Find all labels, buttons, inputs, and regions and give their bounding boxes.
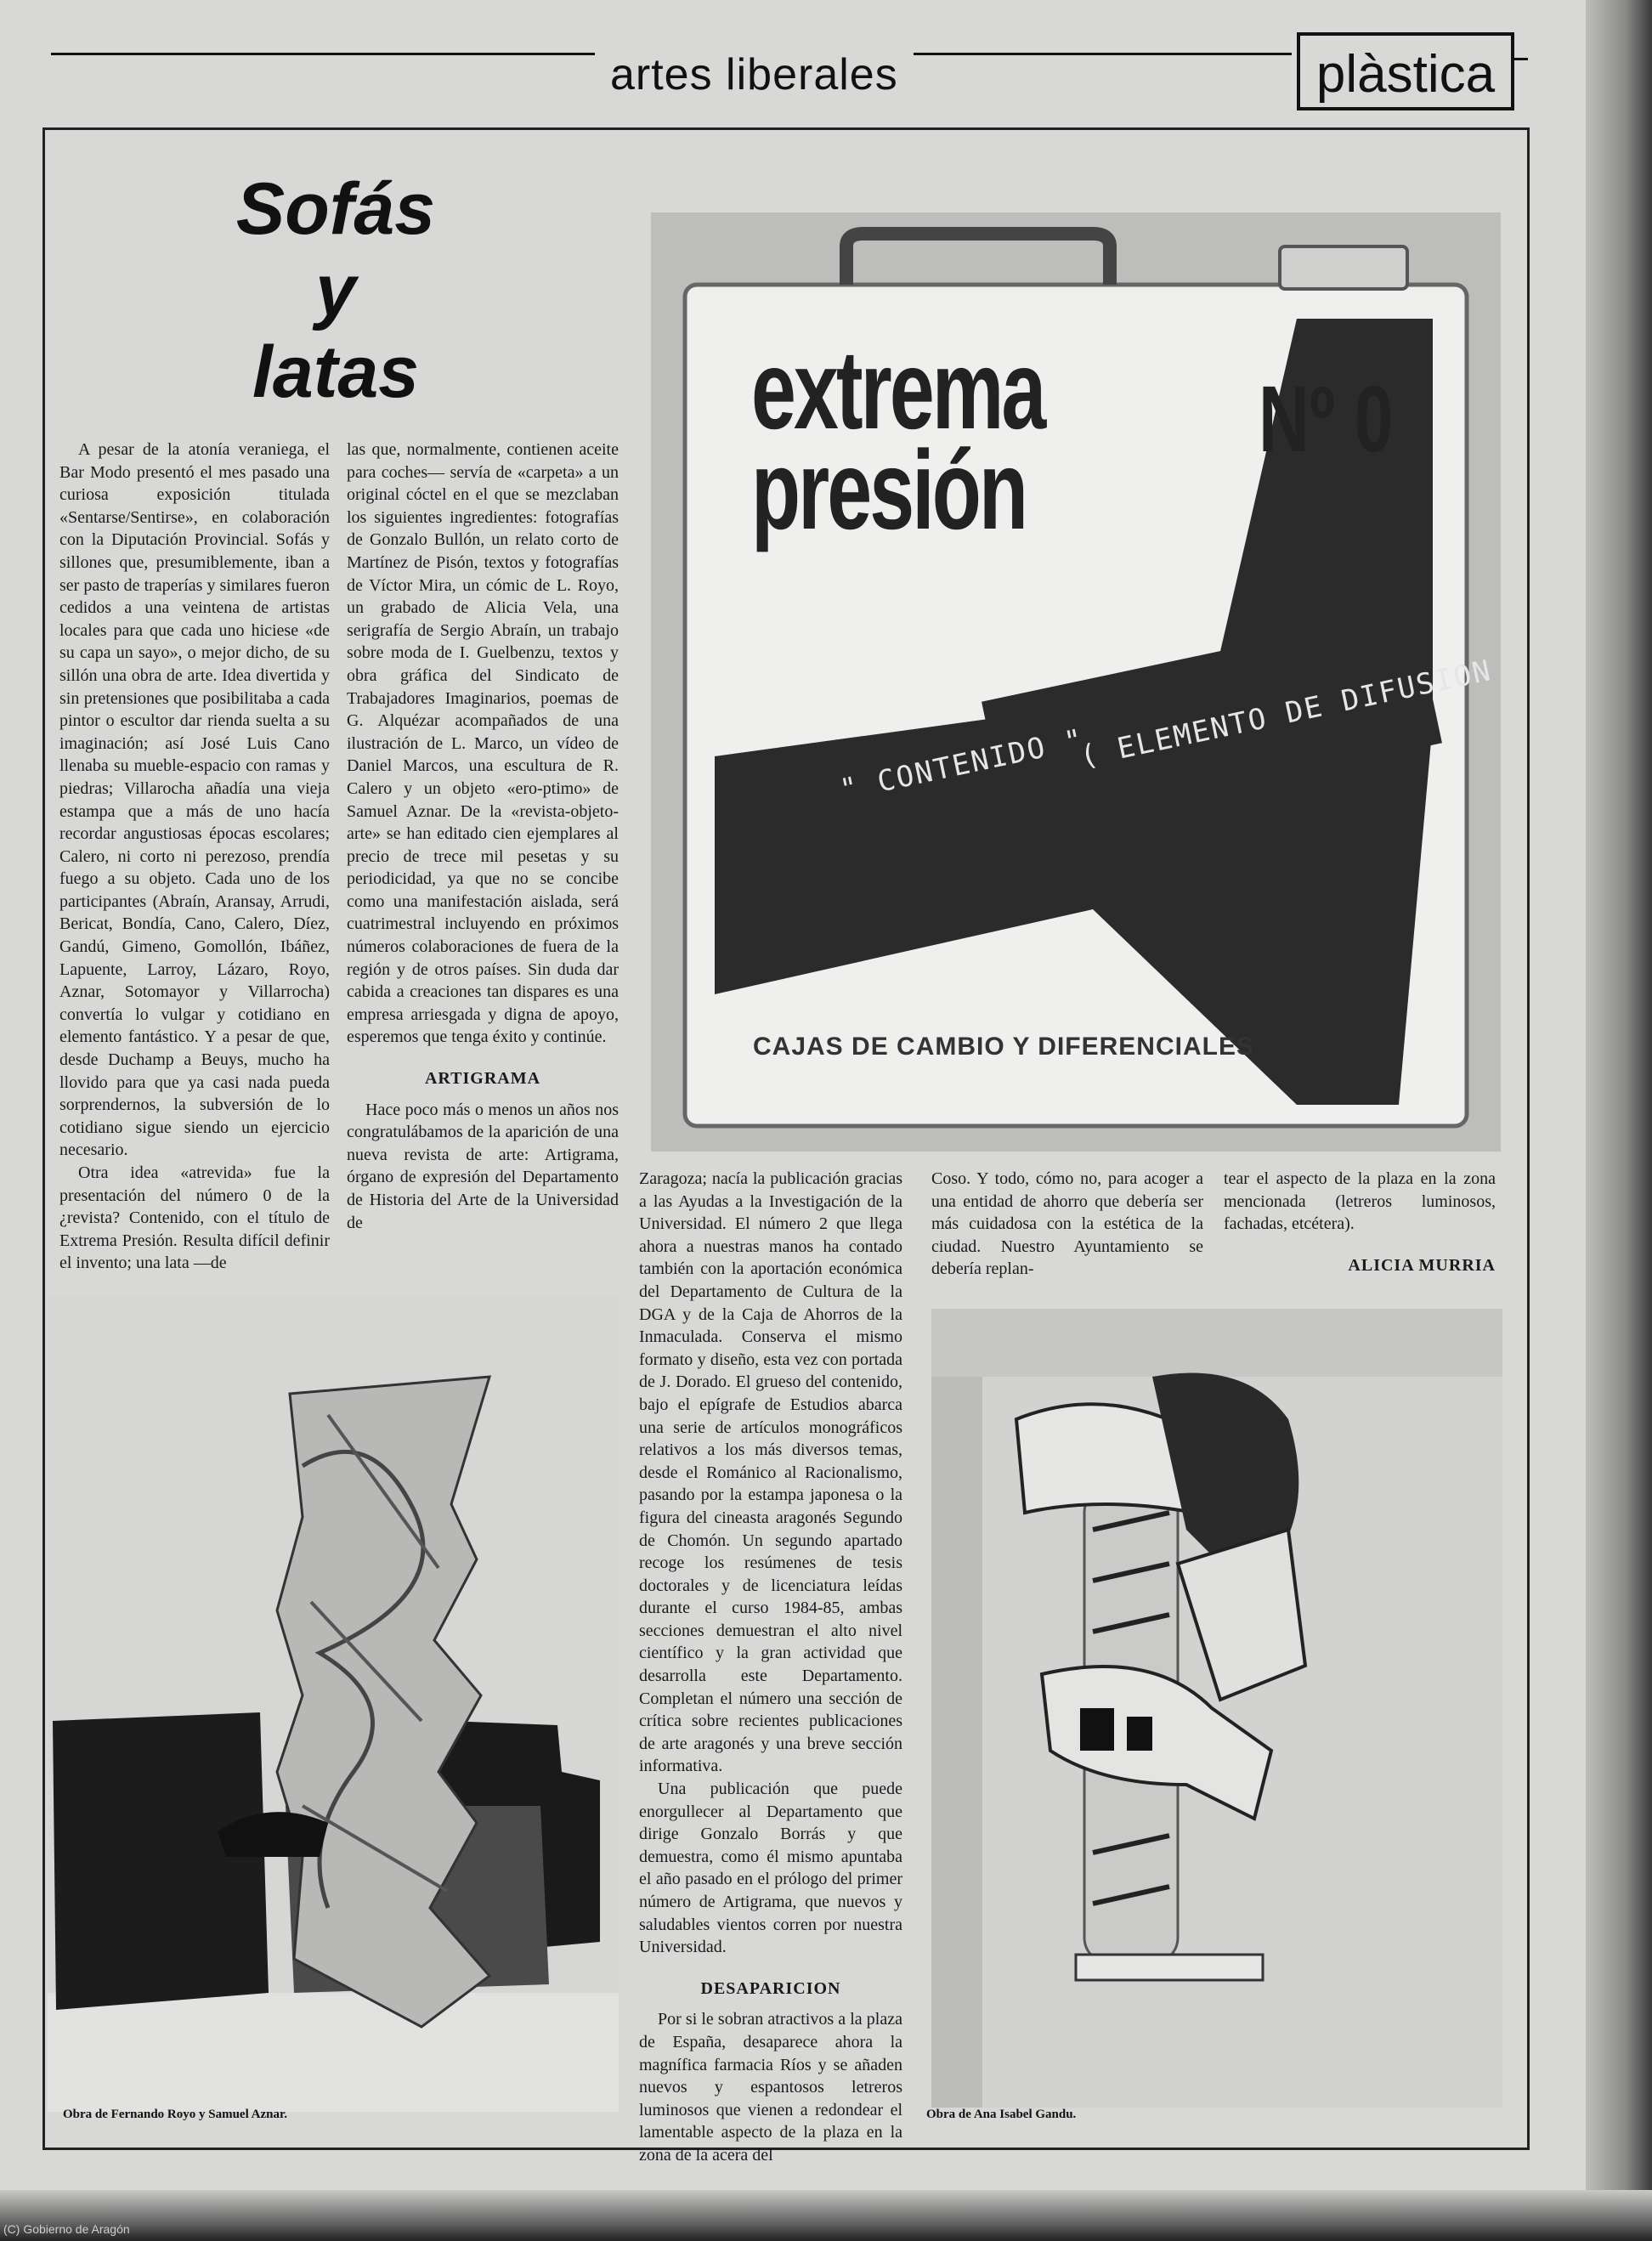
headline-line-2: y — [315, 250, 356, 331]
can-label-difusion: ( ELEMENTO DE DIFUSION — [1077, 654, 1496, 774]
right-photo-caption: Obra de Ana Isabel Gandu. — [926, 2108, 1077, 2121]
column-1 — [59, 439, 330, 1275]
can-label-contenido: " CONTENIDO " — [837, 722, 1088, 807]
column-4 — [931, 1168, 1203, 1281]
subheading-desaparicion: DESAPARICION — [700, 1978, 841, 1998]
column-5 — [1224, 1168, 1496, 1276]
paragraph: Por si le sobran atractivos a la plaza de España, desaparece ahora la magnífica farmacia Ríos y se añaden nuevos y espantosos letreros luminosos que vienen a redondear el lamentable aspecto de la plaza en la zona de la acera del — [639, 2010, 902, 2165]
section-tag: plàstica — [1297, 32, 1514, 110]
sculpture-illustration-2 — [931, 1309, 1502, 2108]
photo-sculpture-gandu — [931, 1309, 1502, 2108]
can-title-line-2: presión — [751, 427, 1027, 552]
paragraph: Otra idea «atrevida» fue la presentación del número 0 de la ¿revista? Contenido, con el título de Extrema Presión. Resulta difícil definir el invento; una lata —de — [59, 1163, 330, 1273]
headline-line-1: Sofás — [235, 168, 436, 250]
headline-line-3: latas — [252, 331, 420, 413]
column-3 — [639, 1168, 902, 2167]
bottom-edge-shadow — [0, 2190, 1652, 2241]
left-photo-caption: Obra de Fernando Royo y Samuel Aznar. — [63, 2108, 288, 2121]
section-tag-tick — [1514, 58, 1528, 60]
image-credit: (C) Gobierno de Aragón — [3, 2222, 130, 2236]
paragraph: las que, normalmente, contienen aceite para coches— servía de «carpeta» a un original cóctel en el que se mezclaban los siguientes ingredientes: fotografías de Gonzalo Bullón, un relato corto de Martínez de Pisón, textos y fotografías de Víctor Mira, un cómic de L. Royo, un grabado de Alicia Vela, una serigrafía de Sergio Abraín, un trabajo sobre moda de I. Guelbenzu, textos y obra gráfica del Sindicato de Trabajadores Imaginarios, poemas de G. Alquézar acompañados de una ilustración de L. Marco, un vídeo de Daniel Marcos, una escultura de R. Calero y un objeto «ero-ptimo» de Samuel Aznar. De la «revista-objeto-arte» se han editado cien ejemplares al precio de trece mil pesetas y su periodicidad, ya que no se concibe como una manifestación aislada, será cuatrimestral incluyendo en próximos números colaboraciones de fuera de la región y de otros países. Sin duda dar cabida a creaciones tan dispares es una empresa arriesgada y digna de apoyo, esperemos que tenga éxito y continúe. — [347, 440, 619, 1047]
page-edge-shadow — [1586, 0, 1652, 2241]
headline — [178, 168, 493, 413]
author-signature: ALICIA MURRIA — [1348, 1255, 1496, 1275]
can-number: Nº 0 — [1259, 367, 1394, 472]
sculpture-illustration — [48, 1296, 619, 2112]
paragraph: A pesar de la atonía veraniega, el Bar Modo presentó el mes pasado una curiosa exposición titulada «Sentarse/Sentirse», en colaboración con la Diputación Provincial. Sofás y sillones que, presumiblemente, iban a ser pasto de traperías y similares fueron cedidos a una veintena de artistas locales para que cada uno hiciese «de su capa un sayo», o mejor dicho, de su sillón una obra de arte. Idea divertida y sin pretensiones que posibilitaba a cada pintor o escultor dar rienda suelta a su imaginación; así José Luis Cano llenaba su mueble-espacio con ramas y piedras; Villarocha añadía una vieja estampa que a más de uno hacía recordar angustiosas épocas escolares; Calero, ni corto ni perezoso, prendía fuego a su objeto. Cada uno de los participantes (Abraín, Aransay, Arrudi, Bericat, Bondía, Cano, Calero, Díez, Gandú, Gimeno, Gomollón, Ibáñez, Lapuente, Larroy, Lázaro, Royo, Aznar, Sotomayor y Villarrocha) convertía lo vulgar y cotidiano en elemento fantástico. Y a pesar de que, desde Duchamp a Beuys, mucho ha llovido para que ya casi nada pueda sorprendernos, la subversión de lo cotidiano sigue siendo un ejercicio necesario. — [59, 440, 330, 1160]
paragraph: tear el aspecto de la plaza en la zona mencionada (letreros luminosos, fachadas, etcétera). — [1224, 1169, 1496, 1234]
subheading-artigrama: ARTIGRAMA — [424, 1069, 541, 1089]
paragraph: Hace poco más o menos un años nos congratulábamos de la aparición de una nueva revista de arte: Artigrama, órgano de expresión del Departamento de Historia del Arte de la Universidad de — [347, 1100, 619, 1232]
can-title — [751, 327, 1044, 552]
can-title-line-1: extrema — [751, 327, 1044, 452]
paragraph: Coso. Y todo, cómo no, para acoger a una entidad de ahorro que debería ser más cuidadosa con la estética de la ciudad. Nuestro Ayuntamiento se debería replan- — [931, 1169, 1203, 1279]
column-2 — [347, 439, 619, 1234]
photo-sculpture-royo-aznar — [48, 1296, 619, 2112]
paragraph: Zaragoza; nacía la publicación gracias a las Ayudas a la Investigación de la Universidad. El número 2 que llega ahora a nuestras manos ha contado también con la aportación económica del Departamento de Cultura de la DGA y de la Caja de Ahorros de la Inmaculada. Conserva el mismo formato y diseño, esta vez con portada de J. Dorado. El grueso del contenido, bajo el epígrafe de Estudios abarca una serie de artículos monográficos relativos a los más diversos temas, desde el Románico al Racionalismo, pasando por la estampa japonesa o la figura del cineasta aragonés Segundo de Chomón. Un segundo apartado recoge los resúmenes de tesis doctorales y de licenciatura leídas durante el curso 1984-85, ambas secciones demuestran el alto nivel científico y la gran actividad que desarrolla este Departamento. Completan el número una sección de crítica sobre recientes publicaciones de arte aragonés y una breve sección informativa. — [639, 1169, 902, 1776]
can-photo — [651, 212, 1501, 1152]
can-footer-text: CAJAS DE CAMBIO Y DIFERENCIALES — [753, 1033, 1254, 1061]
paragraph: Una publicación que puede enorgullecer al Departamento que dirige Gonzalo Borrás y que demuestra, como él mismo apuntaba el año pasado en el prólogo del primer número de Artigrama, que nuevos y saludables vientos corren por nuestra Universidad. — [639, 1780, 902, 1957]
section-title: artes liberales — [595, 49, 914, 100]
